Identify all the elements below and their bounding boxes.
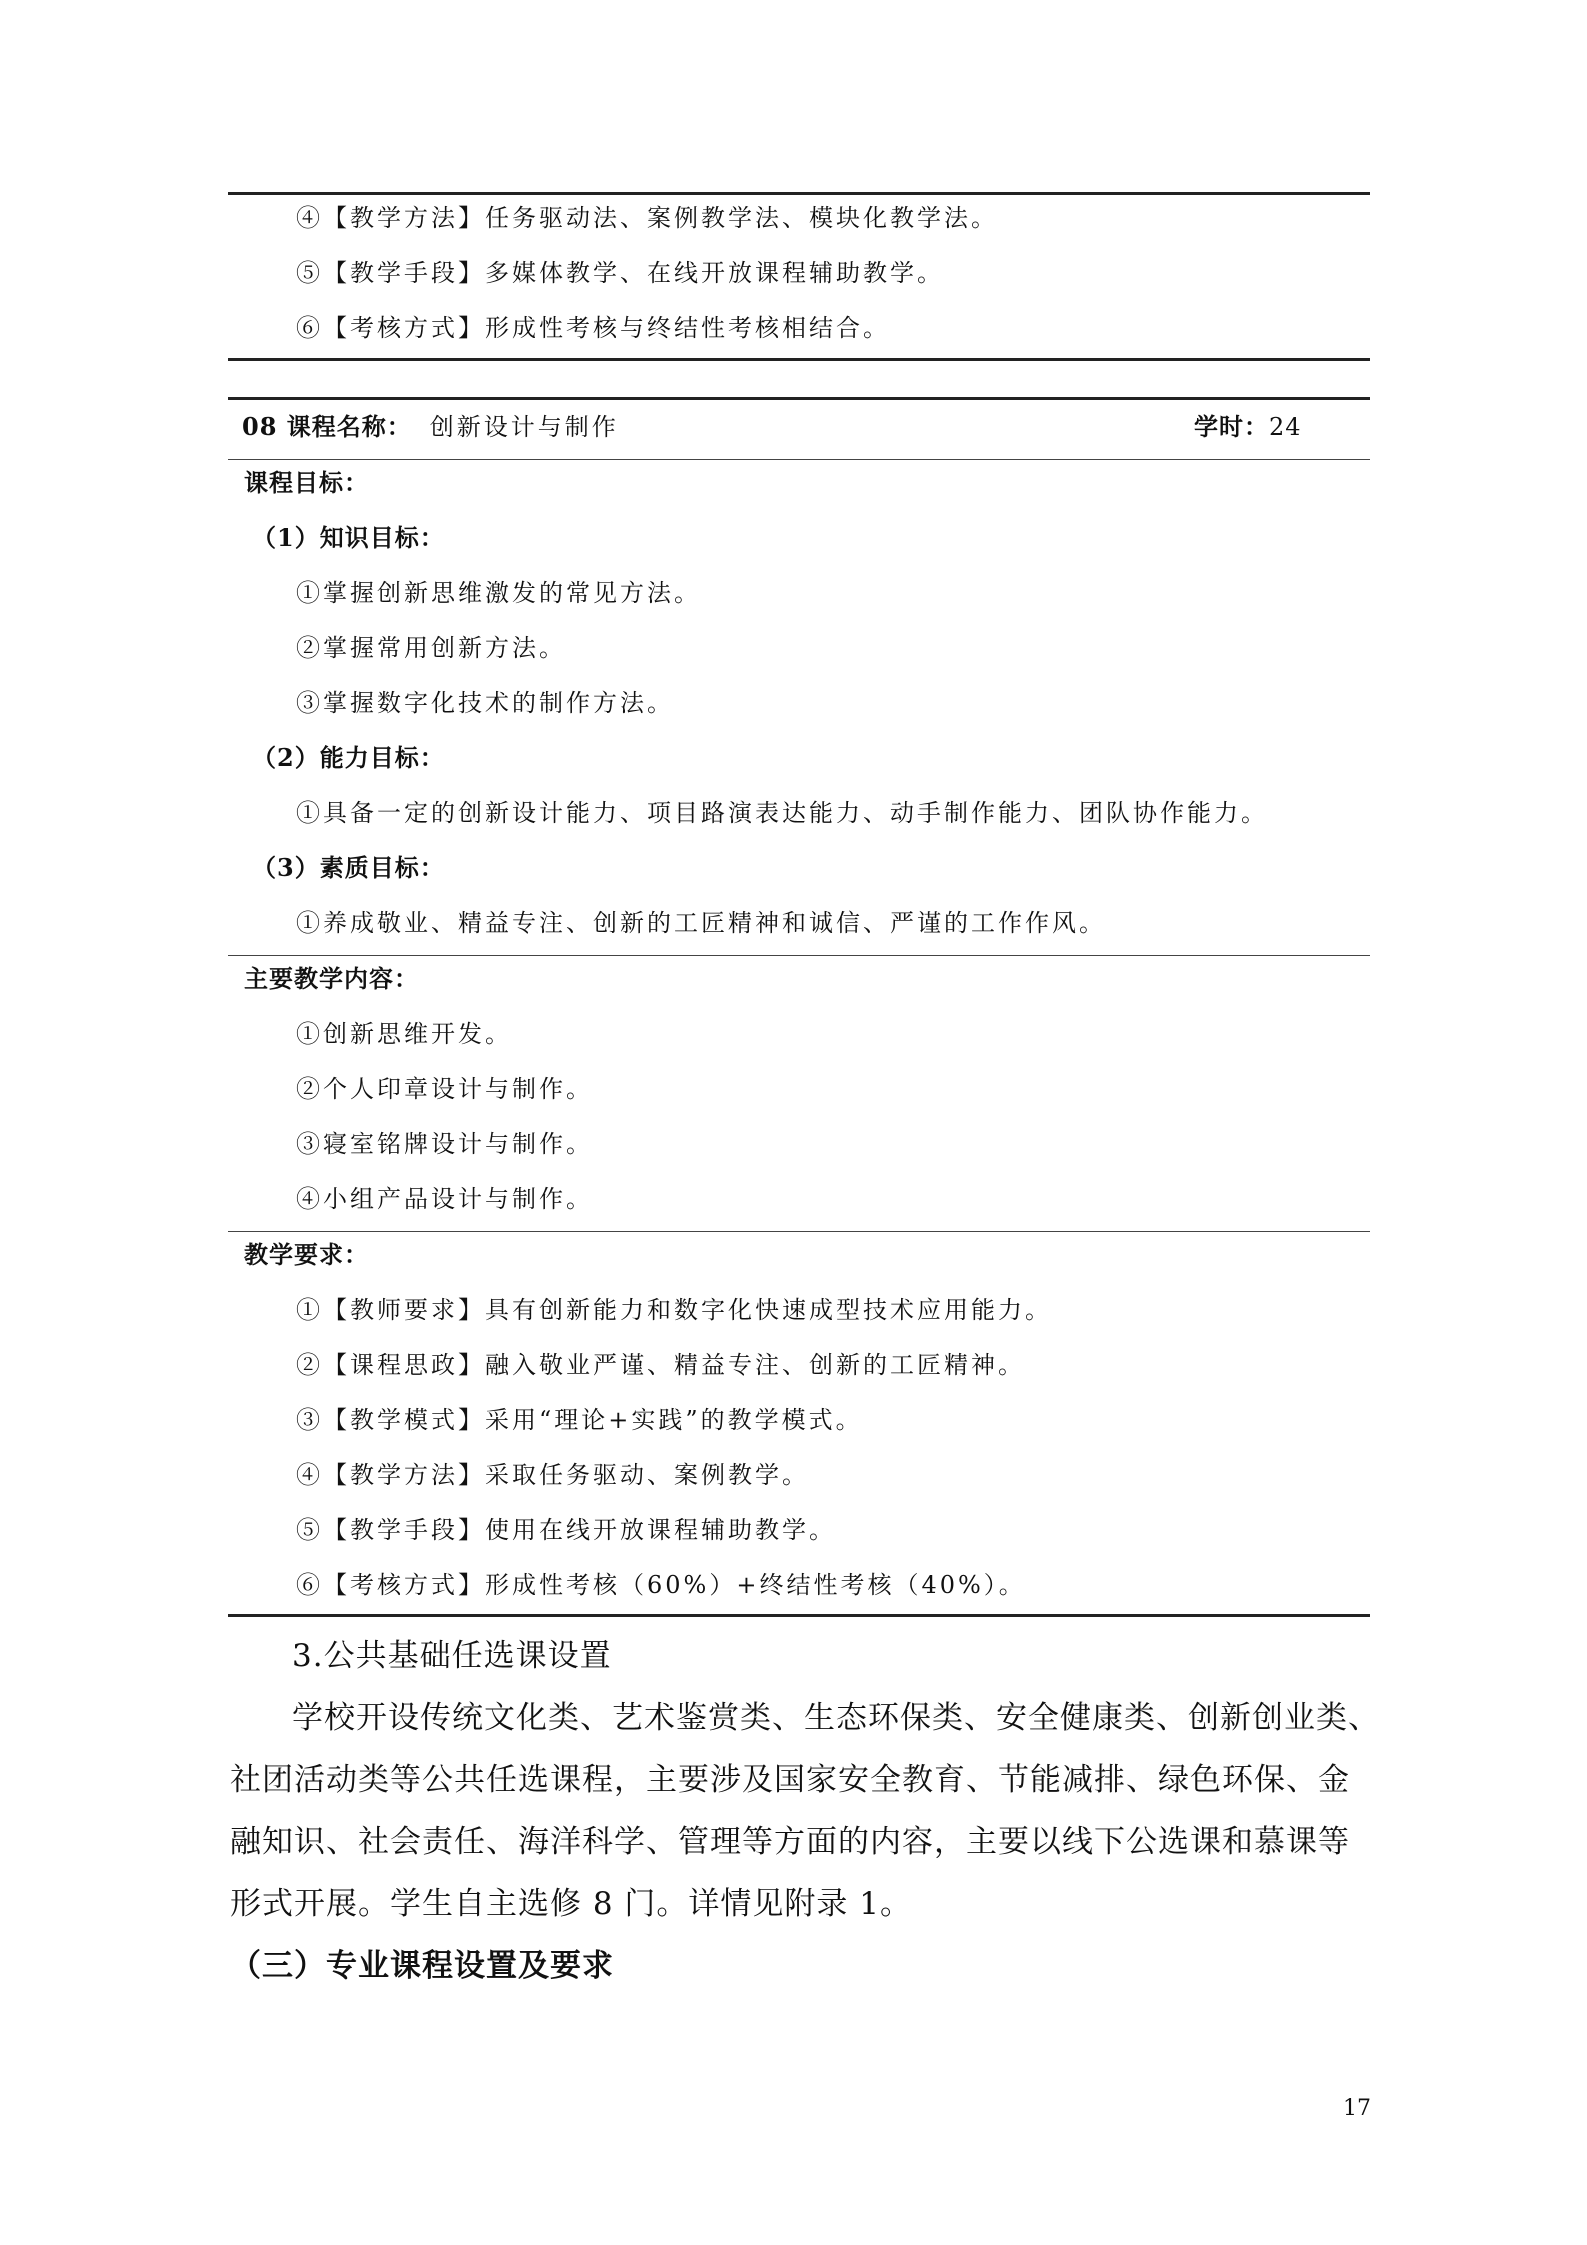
requirement-item: ④【教学方法】采取任务驱动、案例教学。 [296, 1461, 809, 1489]
divider [228, 459, 1370, 460]
course-name: 创新设计与制作 [429, 413, 619, 441]
divider [228, 955, 1370, 956]
prev-assessment-line: ⑥【考核方式】形成性考核与终结性考核相结合。 [296, 314, 890, 342]
course-table-top-border [228, 397, 1370, 400]
section-3-para-line: 形式开展。学生自主选修 8 门。详情见附录 1。 [230, 1886, 913, 1922]
section-3-heading: 3.公共基础任选课设置 [292, 1638, 612, 1674]
section-3-para-line: 社团活动类等公共任选课程，主要涉及国家安全教育、节能减排、绿色环保、金 [230, 1762, 1350, 1798]
content-item: ④小组产品设计与制作。 [296, 1185, 593, 1213]
requirement-item: ②【课程思政】融入敬业严谨、精益专注、创新的工匠精神。 [296, 1351, 1025, 1379]
prev-means-line: ⑤【教学手段】多媒体教学、在线开放课程辅助教学。 [296, 259, 944, 287]
course-table-bottom-border [228, 1614, 1370, 1617]
goals-heading: 课程目标： [244, 468, 369, 497]
content-item: ③寝室铭牌设计与制作。 [296, 1130, 593, 1158]
requirements-heading: 教学要求： [244, 1240, 369, 1269]
course-name-label: 08 课程名称： [242, 412, 412, 441]
content-item: ②个人印章设计与制作。 [296, 1075, 593, 1103]
ability-heading: （2）能力目标： [252, 743, 445, 772]
requirement-item: ⑤【教学手段】使用在线开放课程辅助教学。 [296, 1516, 836, 1544]
ability-item: ①具备一定的创新设计能力、项目路演表达能力、动手制作能力、团队协作能力。 [296, 799, 1268, 827]
course-hours: 学时：24 [1194, 412, 1302, 441]
requirement-item: ⑥【考核方式】形成性考核（60%）+终结性考核（40%）。 [296, 1571, 1026, 1599]
requirement-item: ③【教学模式】采用“理论+实践”的教学模式。 [296, 1406, 863, 1434]
section-3-para-line: 融知识、社会责任、海洋科学、管理等方面的内容，主要以线下公选课和慕课等 [230, 1824, 1350, 1860]
knowledge-heading: （1）知识目标： [252, 523, 445, 552]
section-3-para-line: 学校开设传统文化类、艺术鉴赏类、生态环保类、安全健康类、创新创业类、 [292, 1700, 1380, 1736]
knowledge-item: ①掌握创新思维激发的常见方法。 [296, 579, 701, 607]
divider [228, 1231, 1370, 1232]
content-item: ①创新思维开发。 [296, 1020, 512, 1048]
knowledge-item: ③掌握数字化技术的制作方法。 [296, 689, 674, 717]
quality-item: ①养成敬业、精益专注、创新的工匠精神和诚信、严谨的工作作风。 [296, 909, 1106, 937]
prev-method-line: ④【教学方法】任务驱动法、案例教学法、模块化教学法。 [296, 204, 998, 232]
section-heading: （三）专业课程设置及要求 [230, 1948, 614, 1984]
requirement-item: ①【教师要求】具有创新能力和数字化快速成型技术应用能力。 [296, 1296, 1052, 1324]
page-number: 17 [1343, 2096, 1371, 2121]
content-heading: 主要教学内容： [244, 964, 419, 993]
quality-heading: （3）素质目标： [252, 853, 445, 882]
table-bottom-border [228, 358, 1370, 361]
course-name-row [242, 407, 619, 442]
table-top-border [228, 192, 1370, 195]
knowledge-item: ②掌握常用创新方法。 [296, 634, 566, 662]
